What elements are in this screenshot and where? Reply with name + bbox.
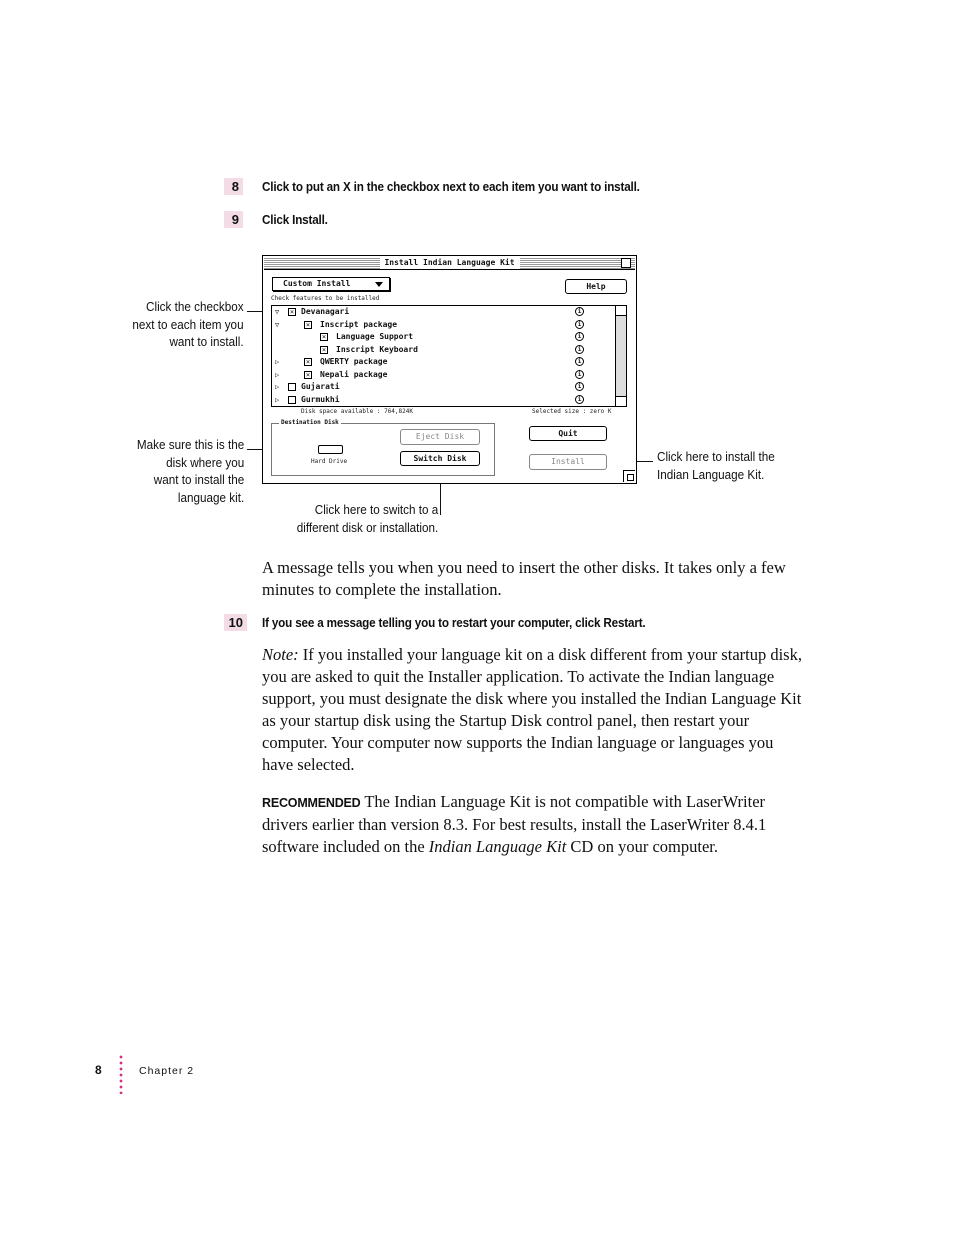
paragraph-installation: A message tells you when you need to insert the other disks. It takes only a few minutes to complete the installation. (262, 558, 786, 599)
item-checkbox[interactable]: × (305, 320, 311, 329)
info-icon[interactable]: i (575, 345, 584, 354)
item-checkbox[interactable]: × (289, 308, 295, 316)
scroll-down-icon[interactable] (616, 396, 626, 406)
dialog-title: Install Indian Language Kit (379, 257, 519, 269)
help-button[interactable]: Help (565, 279, 627, 294)
destination-disk-label: Destination Disk (281, 419, 339, 426)
triangle-down-icon (375, 282, 383, 287)
list-item[interactable] (272, 381, 602, 393)
step-text: Click to put an X in the checkbox next to each item you want to install. (262, 179, 640, 194)
callout-switch: Click here to switch to a different disk or installation. (296, 502, 438, 535)
item-checkbox[interactable]: × (305, 358, 311, 366)
feature-list (271, 305, 627, 407)
title-bar[interactable] (264, 257, 635, 270)
step-number: 9 (224, 211, 243, 228)
disclosure-triangle-right-icon[interactable]: ▷ (275, 358, 280, 366)
info-icon[interactable]: i (575, 332, 584, 341)
scroll-up-icon[interactable] (616, 306, 626, 316)
zoom-box-icon[interactable] (621, 258, 631, 268)
item-label: Devanagari (301, 307, 350, 316)
item-label: Gurmukhi (301, 394, 340, 404)
chapter-label: Chapter 2 (139, 1065, 195, 1077)
step-8 (224, 178, 640, 195)
disclosure-triangle-right-icon[interactable]: ▷ (275, 370, 280, 379)
recommended-italic: Indian Language Kit (428, 837, 567, 856)
item-checkbox[interactable] (288, 383, 296, 391)
recommended-label: RECOMMENDED (262, 796, 361, 810)
item-label: QWERTY package (320, 357, 388, 366)
popup-value: Custom Install (283, 279, 351, 288)
info-icon[interactable]: i (575, 382, 584, 391)
info-icon[interactable]: i (575, 357, 584, 366)
page-number: 8 (95, 1063, 102, 1077)
step-text: Click Install. (262, 212, 328, 227)
item-label: Inscript Keyboard (336, 344, 418, 354)
item-checkbox[interactable]: × (305, 370, 311, 379)
installer-dialog (262, 255, 637, 484)
info-icon[interactable]: i (575, 370, 584, 379)
recommended-paragraph (262, 791, 802, 858)
list-item[interactable] (272, 369, 602, 381)
install-button[interactable]: Install (529, 454, 607, 470)
note-text: If you installed your language kit on a disk different from your startup disk, you are asked to quit the Installer application. To activate the Indian language support, you must designate the disk where you installed the Indian Language Kit as your startup disk using the Startup Disk control panel, then restart your computer. Your computer now supports the Indian language or languages you have selected. (262, 645, 802, 774)
item-label: Gujarati (301, 382, 340, 391)
list-item[interactable] (272, 344, 602, 356)
step-text: If you see a message telling you to restart your computer, click Restart. (262, 615, 646, 630)
step-number: 8 (224, 178, 243, 195)
list-item[interactable] (272, 319, 602, 331)
hard-drive-icon (318, 445, 343, 454)
disk-name: Hard Drive (311, 458, 348, 465)
item-checkbox[interactable]: × (321, 333, 327, 341)
step-number: 10 (224, 614, 247, 631)
disclosure-triangle-right-icon[interactable]: ▷ (275, 383, 280, 391)
list-caption: Check features to be installed (271, 295, 380, 302)
disk-space-available: Disk space available : 764,824K (301, 408, 413, 415)
dotted-divider (119, 1054, 123, 1094)
quit-button[interactable]: Quit (529, 426, 607, 441)
eject-disk-button[interactable]: Eject Disk (400, 429, 480, 445)
callout-checkbox: Click the checkbox next to each item you want to install. (132, 299, 244, 349)
list-item[interactable] (272, 306, 602, 318)
list-item[interactable] (272, 331, 602, 343)
item-checkbox[interactable] (288, 396, 296, 404)
info-icon[interactable]: i (575, 395, 584, 404)
item-label: Language Support (336, 332, 414, 341)
recommended-text-end: CD on your computer. (570, 837, 718, 856)
list-item[interactable] (272, 394, 602, 406)
step-9 (224, 211, 328, 228)
item-label: Inscript package (320, 319, 398, 329)
resize-grip-icon[interactable] (623, 470, 635, 482)
recommended-text: The Indian Language Kit is not compatible with LaserWriter drivers earlier than version 8.3. For best results, install the LaserWriter 8.4.1 software included on the (262, 792, 767, 856)
switch-disk-button[interactable]: Switch Disk (400, 451, 480, 466)
selected-size: Selected size : zero K (532, 408, 612, 415)
callout-install: Click here to install the Indian Language Kit. (657, 449, 775, 482)
callout-disk: Make sure this is the disk where you want to install the language kit. (136, 437, 244, 505)
note-paragraph (262, 644, 802, 776)
info-icon[interactable]: i (575, 320, 584, 329)
disclosure-triangle-down-icon[interactable]: ▽ (275, 308, 280, 316)
list-item[interactable] (272, 356, 602, 368)
step-10 (224, 614, 646, 631)
scrollbar[interactable] (615, 306, 626, 406)
install-type-popup[interactable] (272, 277, 390, 291)
note-label: Note: (262, 645, 299, 664)
item-checkbox[interactable]: × (321, 345, 327, 354)
disclosure-triangle-right-icon[interactable]: ▷ (275, 395, 280, 404)
disclosure-triangle-down-icon[interactable]: ▽ (275, 320, 280, 329)
item-label: Nepali package (320, 369, 388, 379)
info-icon[interactable]: i (575, 307, 584, 316)
